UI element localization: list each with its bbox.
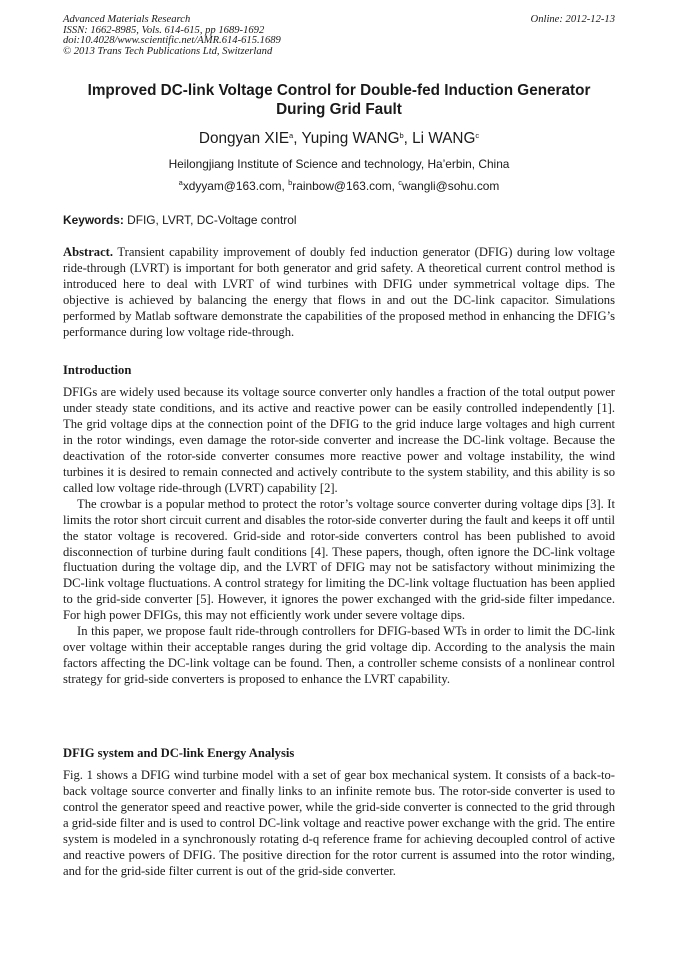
paragraph: The crowbar is a popular method to protect the rotor’s voltage source converter during voltage dips [3]. It limits the rotor short circuit current and disables the rotor-side converter during the fault and keeps it off until the stator voltage is recovered. Grid-side and rotor-side converters control has been published to avoid disconnection of turbine during fault conditions [4]. These papers, though, often ignore the DC-link voltage fluctuation during the voltage dip, and the LVRT of DFIG may not be satisfactory without minimizing the DC-link voltage fluctuations. A control strategy for limiting the DC-link voltage fluctuation has been applied to the grid-side converter [5]. However, it ignores the power exchanged with the grid-side filter impedance. For high power DFIGs, this may not efficiently work under severe voltage dips. — [63, 496, 615, 623]
email-link[interactable]: rainbow@163.com — [292, 179, 392, 193]
affiliation: Heilongjiang Institute of Science and technology, Ha’erbin, China — [168, 157, 510, 171]
separator: , — [403, 130, 413, 147]
author-name: Dongyan XIE — [198, 130, 290, 147]
author-list — [63, 130, 615, 148]
section-dfig-system-body — [63, 768, 615, 880]
author-mark: c — [475, 131, 480, 140]
section-heading-introduction: Introduction — [63, 363, 132, 377]
journal-header — [63, 15, 615, 57]
section-heading-dfig-system: DFIG system and DC-link Energy Analysis — [63, 746, 295, 760]
abstract-label: Abstract. — [63, 245, 114, 259]
author-name: Li WANG — [412, 130, 476, 147]
doi-line[interactable]: doi:10.4028/www.scientific.net/AMR.614-615.1689 — [63, 35, 281, 47]
section-introduction-body — [63, 385, 615, 688]
email-mark: b — [288, 178, 293, 187]
email-list — [63, 179, 615, 193]
email-mark: a — [178, 178, 183, 187]
abstract — [63, 245, 615, 341]
separator: , — [391, 179, 399, 193]
author-name: Yuping WANG — [301, 130, 400, 147]
email-link[interactable]: xdyyam@163.com — [182, 179, 282, 193]
keywords-label: Keywords: — [63, 213, 124, 227]
separator: , — [281, 179, 289, 193]
keywords-value: DFIG, LVRT, DC-Voltage control — [123, 213, 297, 227]
online-date: Online: 2012-12-13 — [530, 14, 615, 25]
journal-name: Advanced Materials Research — [63, 14, 191, 25]
issn-line: ISSN: 1662-8985, Vols. 614-615, pp 1689-1692 — [63, 24, 265, 36]
paper-title — [63, 81, 615, 119]
email-mark: c — [398, 178, 402, 187]
abstract-text: Transient capability improvement of doubly fed induction generator (DFIG) during low voltage ride-through (LVRT) is important for both generator and grid safety. A theoretical current control method is introduced here to deal with LVRT of wind turbines with DFIG under symmetrical voltage dips. The objective is achieved by balancing the energy that flows in and out the DC-link capacitor. Simulations performed by Matlab software demonstrate the capabilities of the proposed method in enhancing the DFIG’s performance during low voltage ride-through. — [63, 245, 615, 339]
paragraph: In this paper, we propose fault ride-through controllers for DFIG-based WTs in order to limit the DC-link over voltage within their acceptable ranges during the grid voltage dip. According to the analysis the main factors affecting the DC-link voltage can be found. Then, a controller scheme consists of a nonlinear control strategy for grid-side converters is proposed to enhance the LVRT capability. — [63, 624, 615, 687]
separator: , — [293, 130, 302, 147]
copyright-line: © 2013 Trans Tech Publications Ltd, Switzerland — [63, 45, 273, 57]
keywords — [63, 213, 615, 227]
title-line-2: During Grid Fault — [276, 101, 402, 118]
author-mark: b — [399, 131, 404, 140]
email-link[interactable]: wangli@sohu.com — [401, 179, 500, 193]
paragraph: Fig. 1 shows a DFIG wind turbine model with a set of gear box mechanical system. It consists of a back-to-back voltage source converter and finally links to an infinite remote bus. The rotor-side converter is used to control the generator speed and reactive power, while the grid-side converter is connected to the grid through a grid-side filter and is used to control DC-link voltage and reactive power exchange with the grid. The entire system is modeled in a synchronously rotating d-q reference frame for achieving decoupled control of active and reactive powers of DFIG. The positive direction for the rotor current is assumed into the rotor winding, and for the grid-side filter current is out of the grid-side converter. — [63, 768, 615, 878]
paragraph: DFIGs are widely used because its voltage source converter only handles a fraction of the total output power under steady state conditions, and its active and reactive power can be easily controlled independently [1]. The grid voltage dips at the connection point of the DFIG to the grid induce large voltages and high current in the rotor windings, even damage the rotor-side converter and increase the DC-link voltage. Because the deactivation of the rotor-side converter consumes more reactive power and voltage instability, the wind turbines it is desired to remain connected and actively contribute to the system stability, and this ability is so called low voltage ride-through (LVRT) capability [2]. — [63, 385, 615, 495]
title-line-1: Improved DC-link Voltage Control for Double-fed Induction Generator — [87, 82, 591, 99]
author-mark: a — [289, 131, 294, 140]
